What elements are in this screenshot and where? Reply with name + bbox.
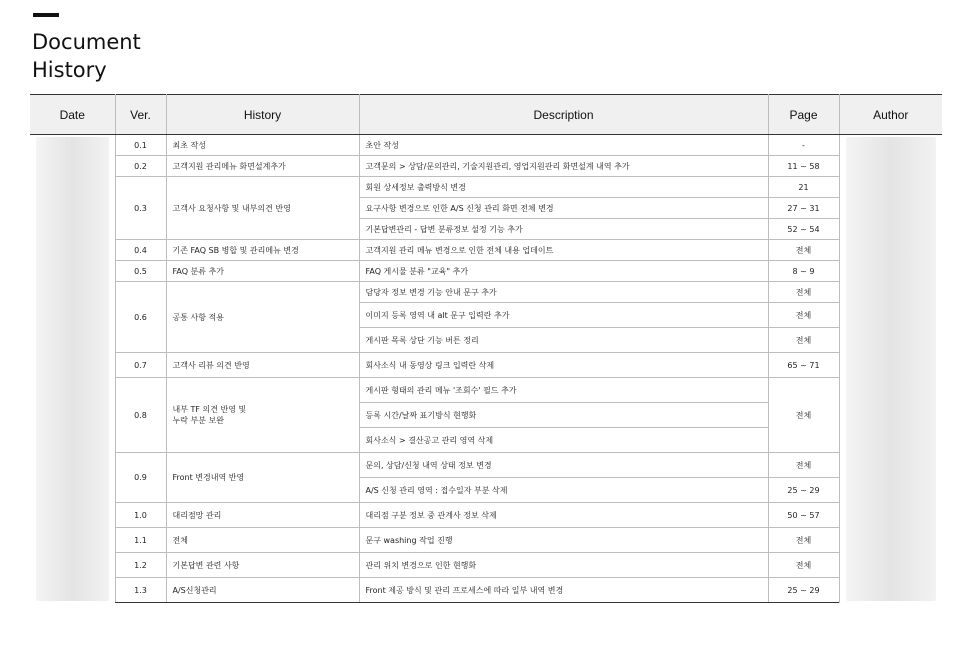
description-cell: Front 제공 방식 및 관리 프로세스에 따라 일부 내역 변경 <box>359 578 768 603</box>
author-column-redacted <box>839 135 942 603</box>
table-row <box>30 156 942 177</box>
description-cell: 문구 washing 작업 진행 <box>359 528 768 553</box>
history-cell: 대리점망 관리 <box>166 503 359 528</box>
table-row <box>30 261 942 282</box>
description-cell: 이미지 등록 영역 내 alt 문구 입력란 추가 <box>359 303 768 328</box>
table-row <box>30 528 942 553</box>
history-cell: 기존 FAQ SB 병합 및 관리메뉴 변경 <box>166 240 359 261</box>
description-cell: 기본답변관리 - 답변 분류정보 설정 기능 추가 <box>359 219 768 240</box>
description-cell: 초안 작성 <box>359 135 768 156</box>
history-cell: 공통 사항 적용 <box>166 282 359 353</box>
page-cell: 65 ~ 71 <box>768 353 839 378</box>
history-cell <box>166 378 359 453</box>
version-cell: 0.6 <box>115 282 166 353</box>
column-header-history: History <box>166 95 359 135</box>
version-cell: 0.9 <box>115 453 166 503</box>
page-cell: 전체 <box>768 528 839 553</box>
description-cell: 문의, 상담/신청 내역 상태 정보 변경 <box>359 453 768 478</box>
redacted-author-block <box>846 137 937 601</box>
version-cell: 0.2 <box>115 156 166 177</box>
page-cell: 25 ~ 29 <box>768 478 839 503</box>
version-cell: 0.8 <box>115 378 166 453</box>
page-cell: 27 ~ 31 <box>768 198 839 219</box>
page-cell: 전체 <box>768 240 839 261</box>
description-cell: 고객지원 관리 메뉴 변경으로 인한 전체 내용 업데이트 <box>359 240 768 261</box>
table-row <box>30 282 942 303</box>
table-row <box>30 553 942 578</box>
history-cell: 고객지원 관리메뉴 화면설계추가 <box>166 156 359 177</box>
page-cell: 52 ~ 54 <box>768 219 839 240</box>
column-header-description: Description <box>359 95 768 135</box>
description-cell: 관리 위치 변경으로 인한 현행화 <box>359 553 768 578</box>
version-cell: 0.5 <box>115 261 166 282</box>
document-history-table <box>30 94 942 603</box>
description-cell: 요구사항 변경으로 인한 A/S 신청 관리 화면 전체 변경 <box>359 198 768 219</box>
page-cell: 전체 <box>768 378 839 453</box>
description-cell: 회사소식 > 결산공고 관리 영역 삭제 <box>359 428 768 453</box>
page-cell: 전체 <box>768 453 839 478</box>
table-row <box>30 578 942 603</box>
page-cell: 전체 <box>768 553 839 578</box>
table-row <box>30 135 942 156</box>
column-header-date: Date <box>30 95 115 135</box>
history-cell: 고객사 리뷰 의견 반영 <box>166 353 359 378</box>
page-cell: 8 ~ 9 <box>768 261 839 282</box>
version-cell: 1.3 <box>115 578 166 603</box>
version-cell: 1.2 <box>115 553 166 578</box>
history-cell: 최초 작성 <box>166 135 359 156</box>
description-cell: 게시판 형태의 관리 메뉴 '조회수' 필드 추가 <box>359 378 768 403</box>
page-title-line-1: Document <box>32 30 141 54</box>
description-cell: 등록 시간/날짜 표기방식 현행화 <box>359 403 768 428</box>
page-cell: 25 ~ 29 <box>768 578 839 603</box>
table-row <box>30 453 942 478</box>
description-cell: 대리점 구분 정보 중 관계사 정보 삭제 <box>359 503 768 528</box>
column-header-author: Author <box>839 95 942 135</box>
description-cell: FAQ 게시물 분류 "교육" 추가 <box>359 261 768 282</box>
version-cell: 0.1 <box>115 135 166 156</box>
description-cell: 회사소식 내 동영상 링크 입력란 삭제 <box>359 353 768 378</box>
history-cell-line-1: 내부 TF 의견 반영 및 <box>172 405 247 414</box>
column-header-version: Ver. <box>115 95 166 135</box>
version-cell: 0.4 <box>115 240 166 261</box>
page-cell: 전체 <box>768 303 839 328</box>
page-cell: 50 ~ 57 <box>768 503 839 528</box>
description-cell: 담당자 정보 변경 기능 안내 문구 추가 <box>359 282 768 303</box>
page-cell: 전체 <box>768 328 839 353</box>
history-cell: 고객사 요청사항 및 내부의견 반영 <box>166 177 359 240</box>
version-cell: 1.1 <box>115 528 166 553</box>
page-cell: 전체 <box>768 282 839 303</box>
table-header-row <box>30 95 942 135</box>
description-cell: 회원 상세정보 출력방식 변경 <box>359 177 768 198</box>
page-cell: 21 <box>768 177 839 198</box>
table-row <box>30 378 942 403</box>
description-cell: A/S 신청 관리 영역 : 접수일자 부분 삭제 <box>359 478 768 503</box>
version-cell: 1.0 <box>115 503 166 528</box>
version-cell: 0.7 <box>115 353 166 378</box>
version-cell: 0.3 <box>115 177 166 240</box>
column-header-page: Page <box>768 95 839 135</box>
page-cell: - <box>768 135 839 156</box>
table-row <box>30 503 942 528</box>
page-title-line-2: History <box>32 58 107 82</box>
history-cell: A/S신청관리 <box>166 578 359 603</box>
date-column-redacted <box>30 135 115 603</box>
history-cell: Front 변경내역 반영 <box>166 453 359 503</box>
description-cell: 게시판 목록 상단 기능 버튼 정리 <box>359 328 768 353</box>
history-cell: FAQ 분류 추가 <box>166 261 359 282</box>
table-row <box>30 177 942 198</box>
table-row <box>30 240 942 261</box>
page-title <box>32 28 141 84</box>
history-cell-line-2: 누락 부분 보완 <box>172 416 224 425</box>
redacted-date-block <box>36 137 109 601</box>
history-cell: 기본답변 관련 사항 <box>166 553 359 578</box>
history-cell: 전체 <box>166 528 359 553</box>
table-row <box>30 353 942 378</box>
description-cell: 고객문의 > 상담/문의관리, 기술지원관리, 영업지원관리 화면설계 내역 추가 <box>359 156 768 177</box>
title-accent-bar <box>33 13 59 17</box>
page-cell: 11 ~ 58 <box>768 156 839 177</box>
